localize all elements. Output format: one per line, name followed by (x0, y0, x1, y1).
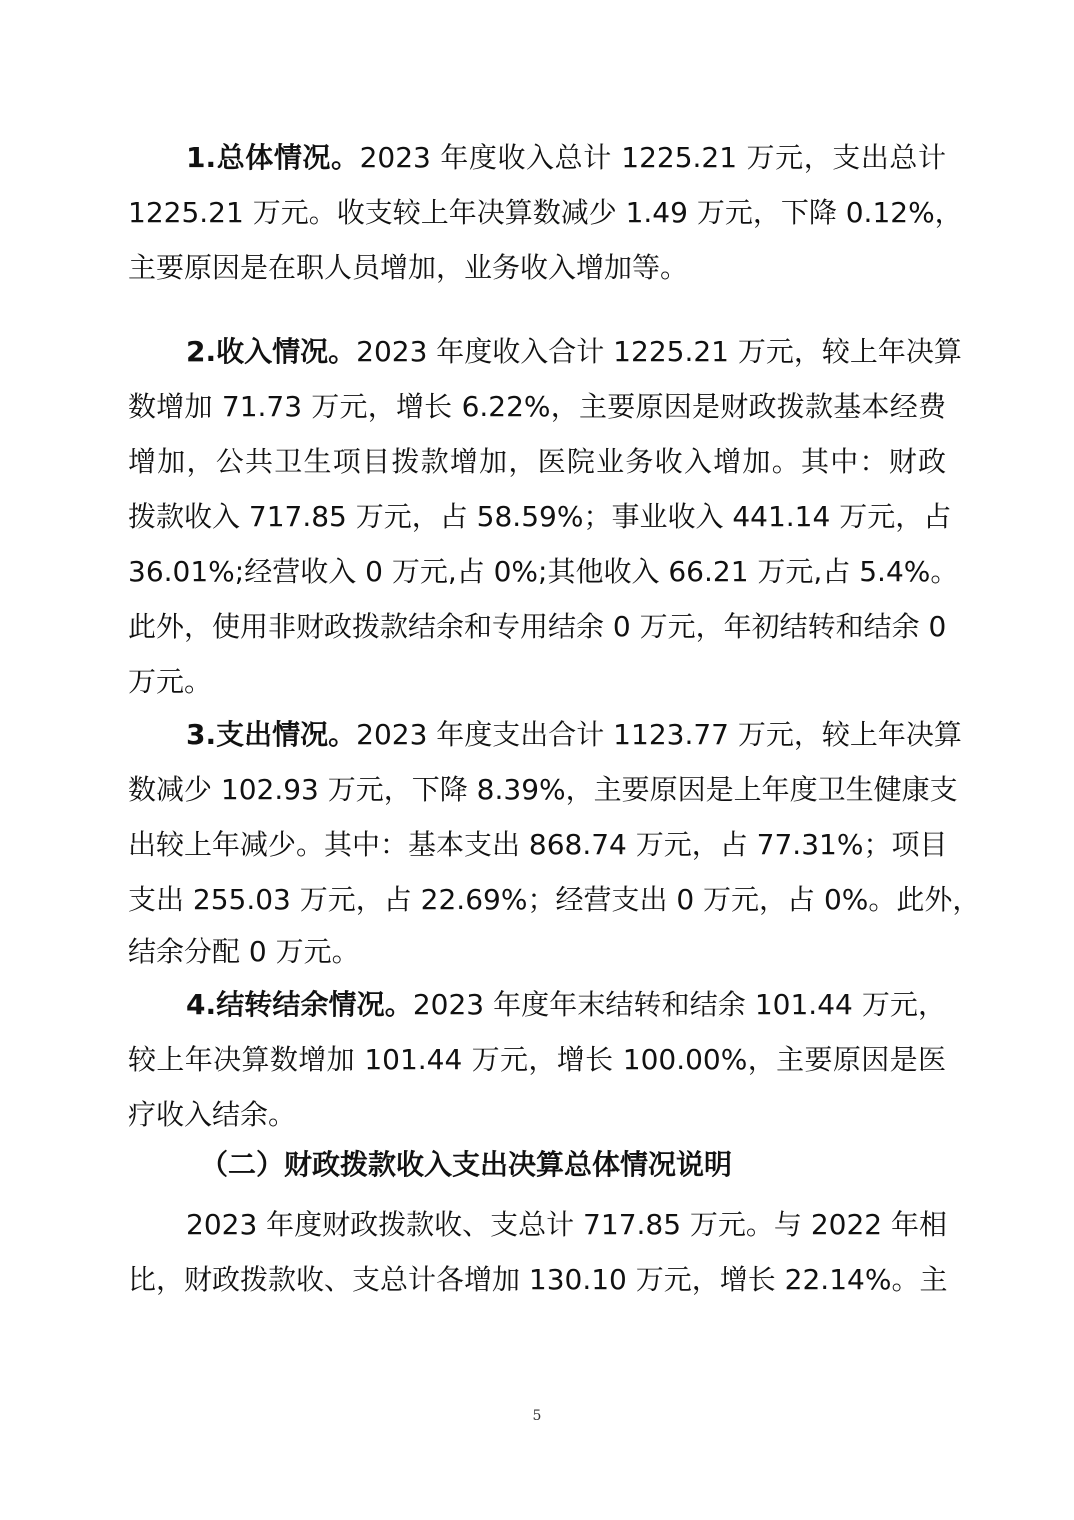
paragraph-text: 2023 年度收入合计 1225.21 万元，较上年决算 (356, 335, 962, 368)
section-heading: 3.支出情况。 (186, 718, 357, 751)
paragraph-text: 2023 年度收入总计 1225.21 万元，支出总计 (359, 141, 947, 174)
paragraph-line: 主要原因是在职人员增加，业务收入增加等。 (128, 251, 689, 284)
paragraph-line (186, 138, 946, 178)
paragraph-line: 1225.21 万元。收支较上年决算数减少 1.49 万元，下降 0.12%， (128, 196, 963, 229)
page-number: 5 (532, 1408, 542, 1424)
paragraph-line (186, 985, 946, 1025)
paragraph-line: 出较上年减少。其中：基本支出 868.74 万元，占 77.31%；项目 (128, 828, 948, 861)
paragraph-line: 增加，公共卫生项目拨款增加，医院业务收入增加。其中：财政 (128, 445, 946, 478)
paragraph-line: 比，财政拨款收、支总计各增加 130.10 万元，增长 22.14%。主 (128, 1263, 948, 1296)
section-heading: 4.结转结余情况。 (186, 988, 413, 1021)
paragraph-line: 36.01%;经营收入 0 万元,占 0%;其他收入 66.21 万元,占 5.4%。 (128, 555, 959, 588)
subsection-title: （二）财政拨款收入支出决算总体情况说明 (200, 1148, 733, 1181)
section-heading: 1.总体情况。 (186, 141, 360, 174)
paragraph-line: 疗收入结余。 (128, 1098, 297, 1131)
paragraph-text: 2023 年度支出合计 1123.77 万元，较上年决算 (356, 718, 962, 751)
paragraph-line: 较上年决算数增加 101.44 万元，增长 100.00%，主要原因是医 (128, 1043, 946, 1076)
paragraph-line: 数增加 71.73 万元，增长 6.22%，主要原因是财政拨款基本经费 (128, 390, 946, 423)
paragraph-line: 拨款收入 717.85 万元，占 58.59%；事业收入 441.14 万元，占 (128, 500, 952, 533)
paragraph-line: 数减少 102.93 万元，下降 8.39%，主要原因是上年度卫生健康支 (128, 773, 958, 806)
section-heading: 2.收入情况。 (186, 335, 357, 368)
paragraph-line: 万元。 (128, 665, 213, 698)
paragraph-line: 支出 255.03 万元，占 22.69%；经营支出 0 万元，占 0%。此外， (128, 883, 981, 916)
paragraph-line: 2023 年度财政拨款收、支总计 717.85 万元。与 2022 年相 (186, 1208, 947, 1241)
paragraph-line: 此外，使用非财政拨款结余和专用结余 0 万元，年初结转和结余 0 (128, 610, 947, 643)
paragraph-line (186, 332, 962, 372)
paragraph-line (186, 715, 962, 755)
paragraph-text: 2023 年度年末结转和结余 101.44 万元， (412, 988, 946, 1021)
paragraph-line: 结余分配 0 万元。 (128, 935, 360, 968)
